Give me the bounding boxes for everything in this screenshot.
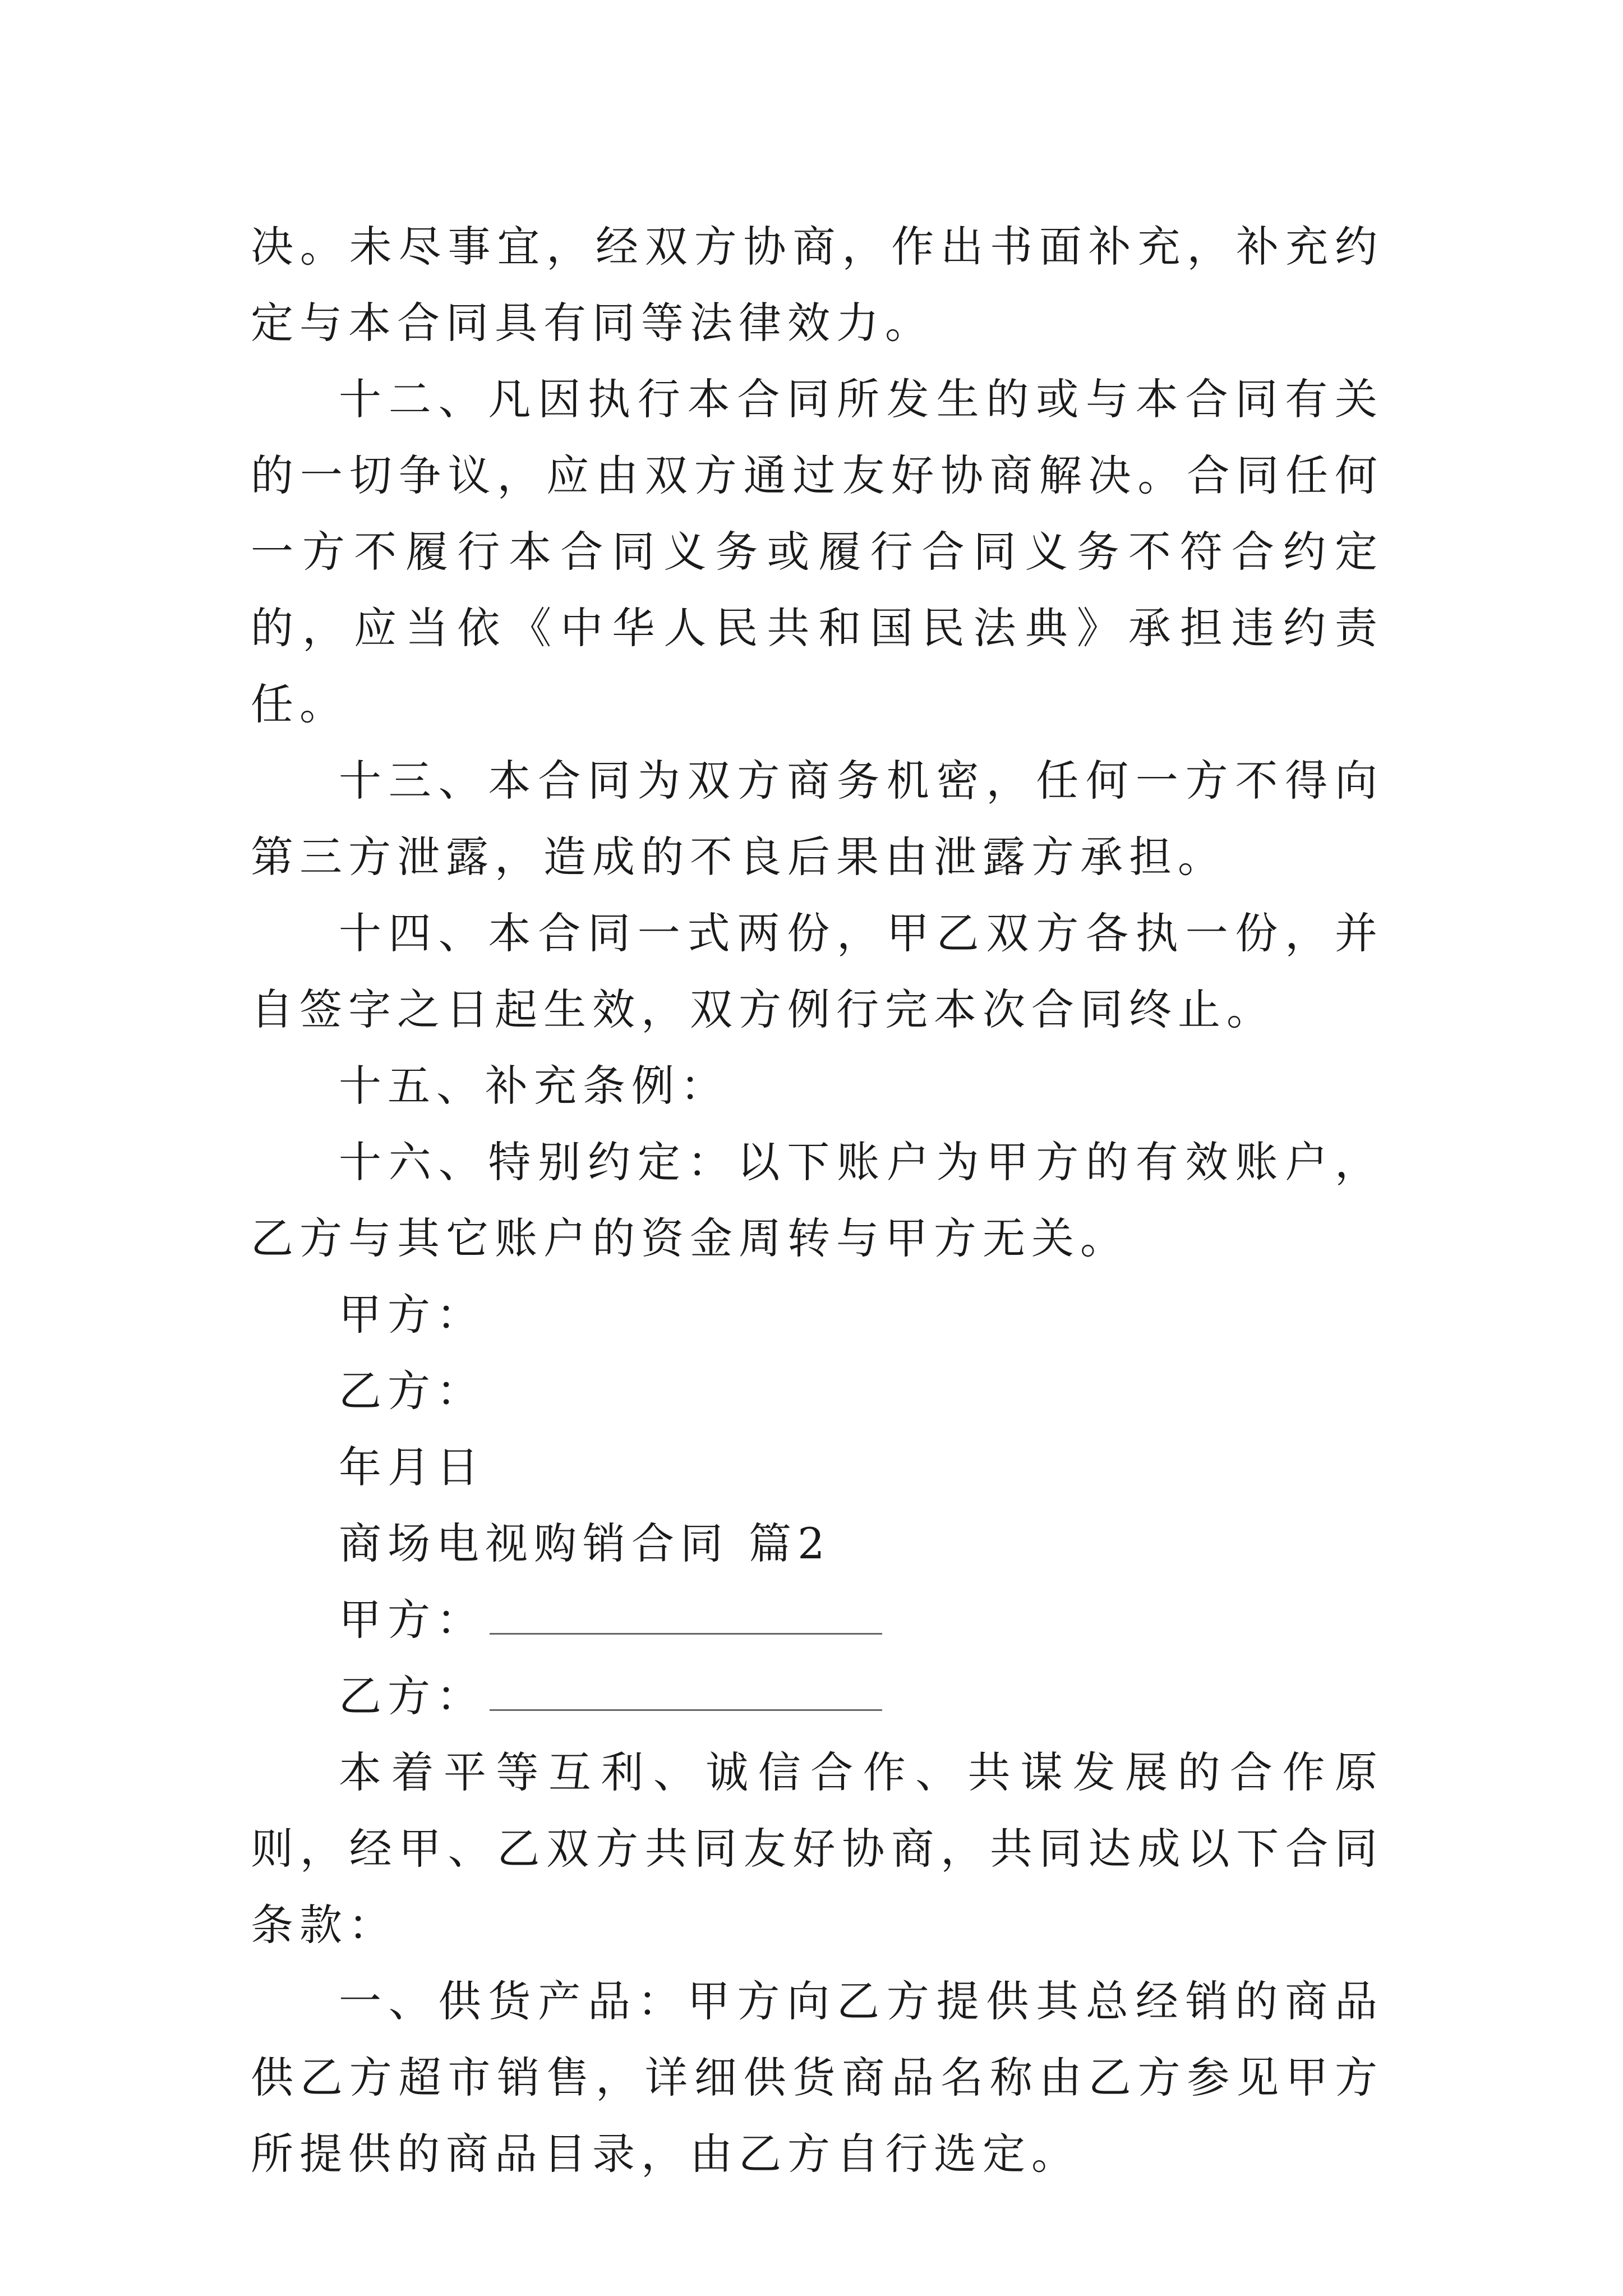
party-b-2-label: 乙方： <box>339 1671 485 1721</box>
preamble-paragraph: 本着平等互利、诚信合作、共谋发展的合作原则，经甲、乙双方共同友好协商，共同达成以下合同条款： <box>251 1747 1384 1950</box>
clause-13: 十三、本合同为双方商务机密，任何一方不得向第三方泄露，造成的不良后果由泄露方承担。 <box>251 756 1384 882</box>
contract-2-title: 商场电视购销合同 篇2 <box>339 1519 831 1568</box>
clause-1-supply: 一、供货产品：甲方向乙方提供其总经销的商品供乙方超市销售，详细供货商品名称由乙方参见甲方所提供的商品目录，由乙方自行选定。 <box>251 1976 1384 2179</box>
party-b-label: 乙方： <box>339 1366 485 1416</box>
clause-14: 十四、本合同一式两份，甲乙双方各执一份，并自签字之日起生效，双方例行完本次合同终止。 <box>251 908 1384 1034</box>
document-body <box>251 209 1384 2192</box>
party-a-label: 甲方： <box>339 1290 485 1340</box>
party-a-signature-line <box>251 1582 1384 1658</box>
party-b-signature-line <box>251 1658 1384 1734</box>
clause-16: 十六、特别约定：以下账户为甲方的有效账户，乙方与其它账户的资金周转与甲方无关。 <box>251 1137 1384 1263</box>
date-line: 年月日 <box>339 1442 485 1492</box>
paragraph-continuation: 决。未尽事宜，经双方协商，作出书面补充，补充约定与本合同具有同等法律效力。 <box>251 222 1384 348</box>
clause-15: 十五、补充条例： <box>339 1061 729 1111</box>
party-a-2-label: 甲方： <box>339 1595 485 1645</box>
clause-12: 十二、凡因执行本合同所发生的或与本合同有关的一切争议，应由双方通过友好协商解决。合同任何一方不履行本合同义务或履行合同义务不符合约定的，应当依《中华人民共和国民法典》承担违约责任。 <box>251 374 1384 729</box>
party-a-blank[interactable] <box>490 1594 882 1635</box>
party-b-blank[interactable] <box>490 1670 882 1711</box>
